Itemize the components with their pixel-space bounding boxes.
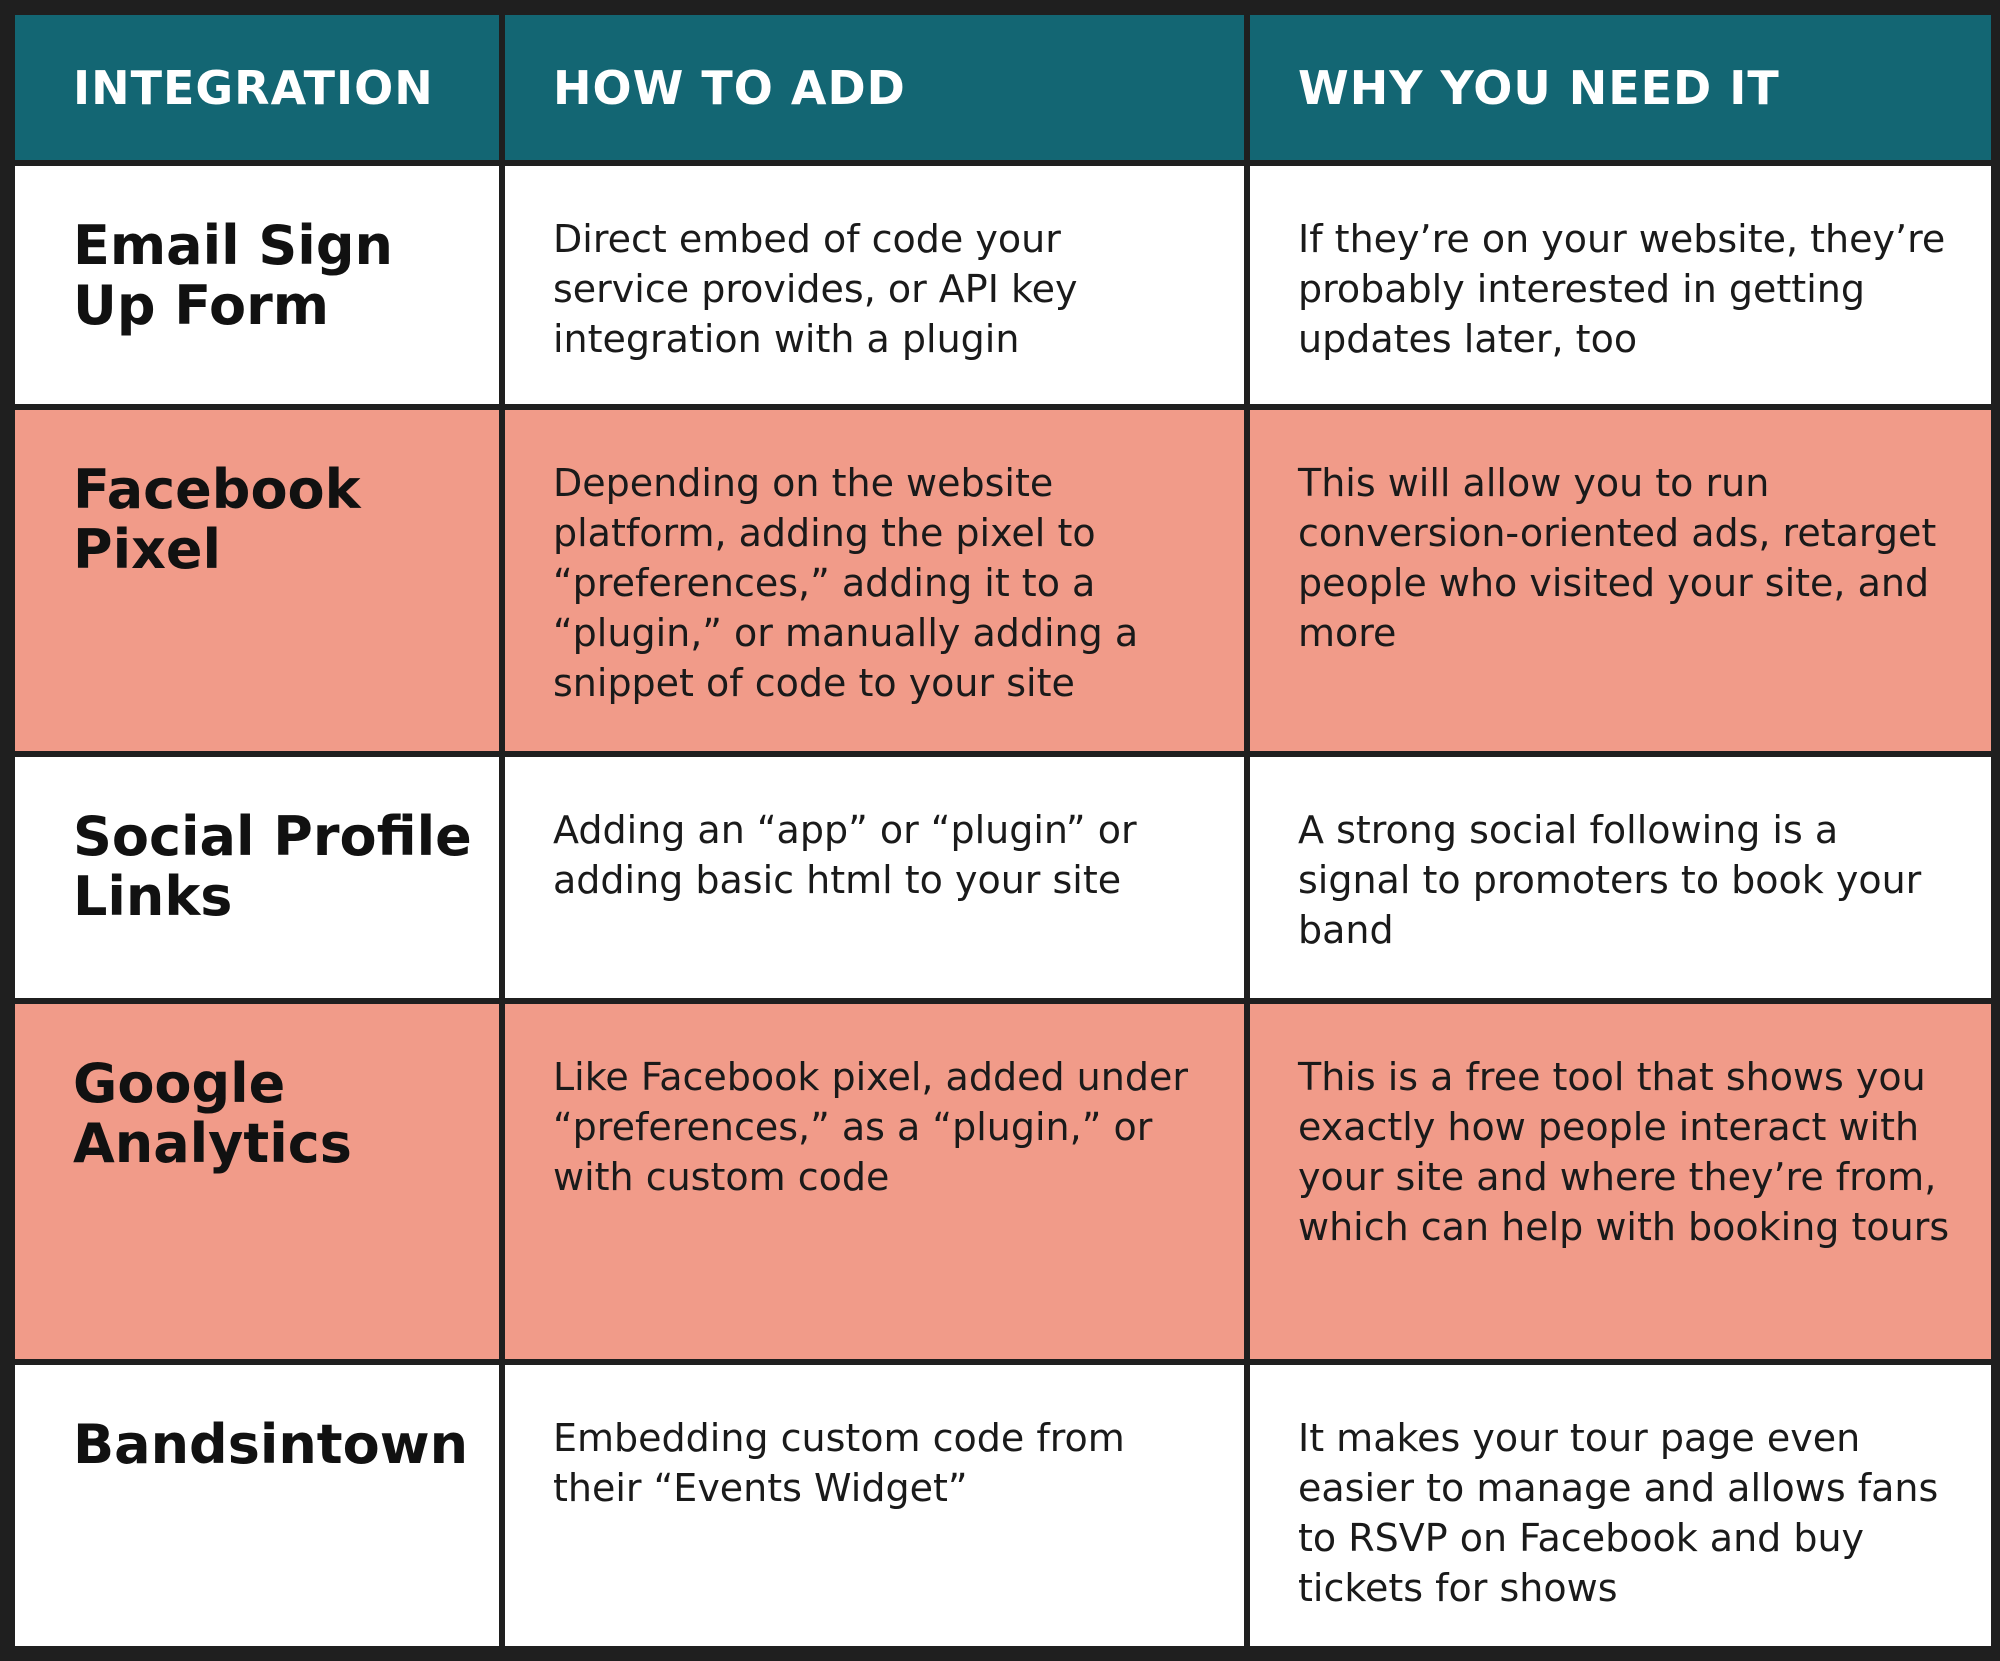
integration-name: Bandsintown	[15, 1365, 499, 1646]
why-you-need-it-cell: This is a free tool that shows you exactly how people interact with your site and where they’re from, which can help with booking tours	[1250, 1004, 1991, 1358]
table-row-facebook-pixel	[15, 410, 1991, 751]
how-to-add-cell: Embedding custom code from their “Events Widget”	[505, 1365, 1244, 1646]
integration-table	[9, 9, 1997, 1652]
table-row-social-profile-links	[15, 757, 1991, 998]
table-row-email-sign-up-form	[15, 166, 1991, 404]
why-you-need-it-cell: This will allow you to run conversion-oriented ads, retarget people who visited your site, and more	[1250, 410, 1991, 751]
integration-name: Social Profile Links	[15, 757, 499, 998]
why-you-need-it-cell: If they’re on your website, they’re probably interested in getting updates later, too	[1250, 166, 1991, 404]
header-row	[15, 15, 1991, 160]
why-you-need-it-cell: A strong social following is a signal to promoters to book your band	[1250, 757, 1991, 998]
how-to-add-cell: Direct embed of code your service provides, or API key integration with a plugin	[505, 166, 1244, 404]
header-how-to-add: HOW TO ADD	[505, 15, 1244, 160]
integration-name: Email Sign Up Form	[15, 166, 499, 404]
integration-name: Facebook Pixel	[15, 410, 499, 751]
how-to-add-cell: Adding an “app” or “plugin” or adding basic html to your site	[505, 757, 1244, 998]
header-why-you-need-it: WHY YOU NEED IT	[1250, 15, 1991, 160]
table-row-google-analytics	[15, 1004, 1991, 1358]
how-to-add-cell: Depending on the website platform, adding the pixel to “preferences,” adding it to a “plugin,” or manually adding a snippet of code to your site	[505, 410, 1244, 751]
header-integration: INTEGRATION	[15, 15, 499, 160]
how-to-add-cell: Like Facebook pixel, added under “preferences,” as a “plugin,” or with custom code	[505, 1004, 1244, 1358]
integration-name: Google Analytics	[15, 1004, 499, 1358]
why-you-need-it-cell: It makes your tour page even easier to manage and allows fans to RSVP on Facebook and buy tickets for shows	[1250, 1365, 1991, 1646]
table-row-bandsintown	[15, 1365, 1991, 1646]
